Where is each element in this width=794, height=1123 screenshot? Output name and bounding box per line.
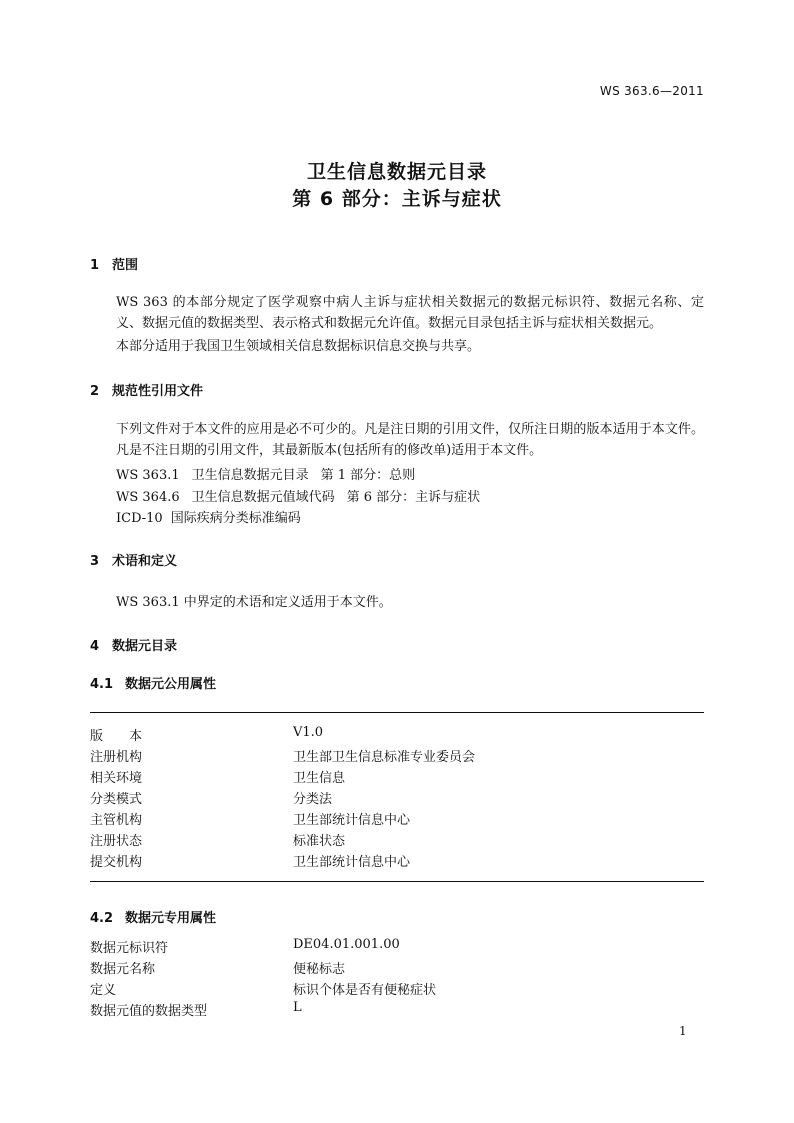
attribute-name: 注册机构 [90, 750, 143, 765]
attribute-value: 分类法 [293, 792, 333, 807]
attribute-name: 分类模式 [90, 792, 143, 807]
attribute-name: 定义 [90, 983, 117, 998]
attribute-value: 卫生部统计信息中心 [293, 813, 411, 828]
table-bottom-rule [90, 881, 704, 882]
section-title: 规范性引用文件 [112, 384, 204, 399]
section-1-paragraph-2 [90, 336, 704, 357]
section-2-paragraph-1 [90, 419, 704, 461]
paragraph-text: WS 363.1 中界定的术语和定义适用于本文件。 [116, 595, 392, 610]
standard-code: WS 363.6—2011 [599, 84, 704, 98]
attribute-value: 卫生部统计信息中心 [293, 855, 411, 870]
section-number: 2 [90, 384, 100, 399]
reference-code: WS 364.6 [116, 490, 180, 505]
paragraph-text: WS 363 的本部分规定了医学观察中病人主诉与症状相关数据元的数据元标识符、数据元名称、定义、数据元值的数据类型、表示格式和数据元允许值。数据元目录包括主诉与症状相关数据元。 [116, 295, 704, 331]
reference-code: WS 363.1 [116, 468, 180, 483]
section-title: 数据元目录 [112, 639, 178, 654]
reference-title: 卫生信息数据元目录 [191, 468, 309, 483]
attribute-value: 标准状态 [293, 834, 346, 849]
paragraph-text: 下列文件对于本文件的应用是必不可少的。凡是注日期的引用文件，仅所注日期的版本适用于本文件。凡是不注日期的引用文件，其最新版本(包括所有的修改单)适用于本文件。 [116, 422, 704, 458]
reference-item [116, 507, 301, 526]
reference-item [116, 464, 415, 483]
reference-part: 第 6 部分：主诉与症状 [346, 490, 481, 505]
subsection-title: 数据元公用属性 [125, 677, 217, 692]
attribute-value: DE04.01.001.00 [293, 937, 400, 952]
attribute-name: 版 本 [90, 729, 143, 744]
section-2-heading [90, 380, 203, 399]
section-number: 3 [90, 554, 100, 569]
reference-part: 第 1 部分：总则 [320, 468, 416, 483]
attribute-name: 相关环境 [90, 771, 143, 786]
attribute-name: 数据元名称 [90, 962, 156, 977]
attribute-value: 卫生信息 [293, 771, 346, 786]
attribute-name: 主管机构 [90, 813, 143, 828]
document-subtitle: 第 6 部分：主诉与症状 [292, 188, 502, 210]
document-title: 卫生信息数据元目录 [306, 161, 487, 183]
reference-title: 卫生信息数据元值域代码 [191, 490, 335, 505]
attribute-name: 注册状态 [90, 834, 143, 849]
attribute-name: 提交机构 [90, 855, 143, 870]
section-3-paragraph-1 [90, 592, 704, 613]
section-title: 术语和定义 [112, 554, 178, 569]
attribute-name: 数据元值的数据类型 [90, 1004, 208, 1019]
subsection-number: 4.2 [90, 911, 114, 926]
reference-title: 国际疾病分类标准编码 [170, 511, 301, 526]
page-number: 1 [679, 1024, 687, 1038]
attribute-value: V1.0 [293, 725, 324, 740]
reference-item [116, 486, 480, 505]
section-1-paragraph-1 [90, 292, 704, 334]
section-title: 范围 [112, 258, 139, 273]
section-1-heading [90, 254, 138, 273]
attribute-name: 数据元标识符 [90, 941, 169, 956]
subsection-number: 4.1 [90, 677, 114, 692]
section-3-heading [90, 550, 177, 569]
attribute-value: 标识个体是否有便秘症状 [293, 983, 437, 998]
section-4-1-heading [90, 673, 216, 692]
section-number: 4 [90, 639, 100, 654]
subsection-title: 数据元专用属性 [125, 911, 217, 926]
attribute-value: L [293, 1000, 302, 1015]
table-top-rule [90, 712, 704, 713]
attribute-value: 便秘标志 [293, 962, 346, 977]
section-4-heading [90, 635, 177, 654]
reference-code: ICD-10 [116, 511, 163, 526]
section-number: 1 [90, 258, 100, 273]
section-4-2-heading [90, 907, 216, 926]
attribute-value: 卫生部卫生信息标准专业委员会 [293, 750, 476, 765]
paragraph-text: 本部分适用于我国卫生领域相关信息数据标识信息交换与共享。 [116, 339, 481, 354]
